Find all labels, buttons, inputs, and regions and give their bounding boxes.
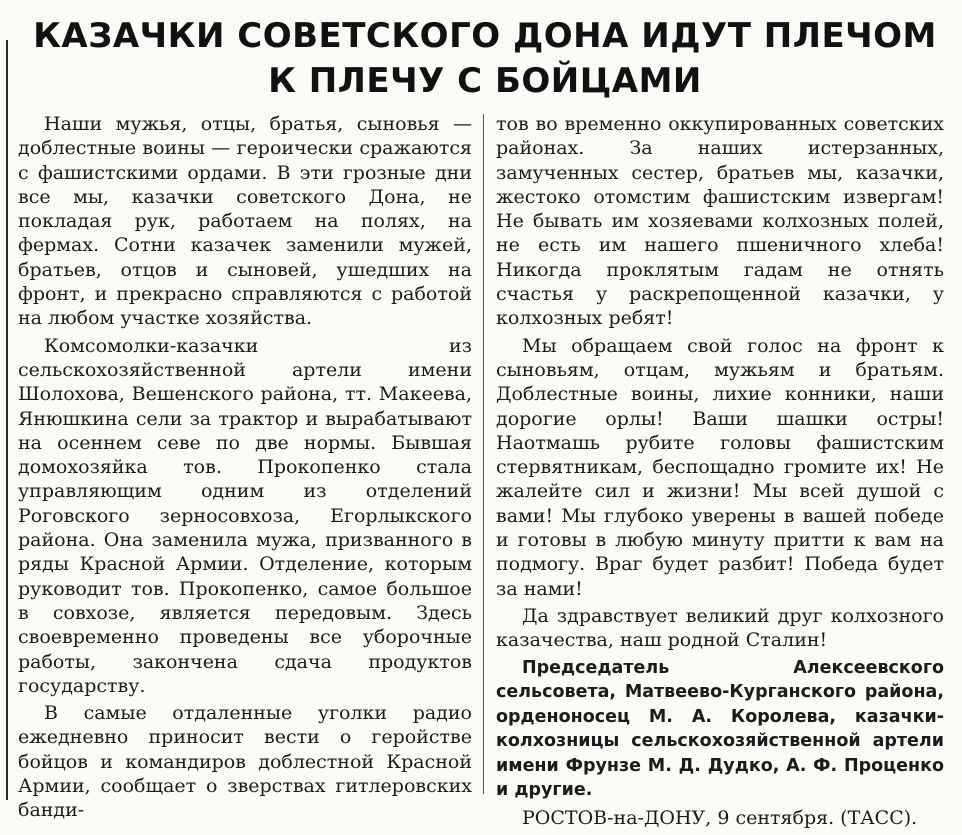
article-paragraph-continued: тов во временно оккупированных советских районах. За наших истерзанных, замученных сестер, братьев мы, казачки, жестоко отомстим фашистским извергам! Не бывать им хозяевами колхозных полей, не есть им нашего пшеничного хлеба! Никогда проклятым гадам не отнять счастья у раскрепощенной казачки, у колхозных ребят! [496,113,944,330]
article-column-right [496,112,944,833]
article-paragraph-2: Комсомолки-казачки из сельскохозяйственной артели имени Шолохова, Вешенского района, тт. Макеева, Янюшкина сели за трактор и вырабатывают на осеннем севе по две нормы. Бывшая домохозяйка тов. Прокопенко стала управляющим одним из отделений Роговского зерносовхоза, Егорлыкского района. Она заменила мужа, призванного в ряды Красной Армии. Отделение, которым руководит тов. Прокопенко, самое большое в совхозе, является передовым. Здесь своевременно проведены все уборочные работы, закончена сдача продуктов государству. [18,334,472,697]
article-headline [30,14,940,104]
headline-line-1: КАЗАЧКИ СОВЕТСКОГО ДОНА ИДУТ ПЛЕЧОМ [33,16,937,56]
article-paragraph-1: Наши мужья, отцы, братья, сыновья — доблестные воины — героически сражаются с фашистскими ордами. В эти грозные дни все мы, казачки советского Дона, не покладая рук, работаем на полях, на фермах. Сотни казачек заменили мужей, братьев, отцов и сыновей, ушедших на фронт, и прекрасно справляются с работой на любом участке хозяйства. [18,113,472,330]
left-border-rule [6,40,8,800]
article-paragraph-3: В самые отдаленные уголки радио ежедневно приносит вести о геройстве бойцов и командиров доблестной Красной Армии, сообщает о зверствах гитлеровских банди- [18,702,472,822]
article-signature: Председатель Алексеевского сельсовета, Матвеево-Курганского района, орденоносец М. А. Королева, казачки-колхозницы сельскохозяйственной артели имени Фрунзе М. Д. Дудко, А. Ф. Проценко и другие. [496,657,944,801]
article-column-left [18,112,472,826]
headline-line-2: К ПЛЕЧУ С БОЙЦАМИ [268,61,702,101]
article-dateline: РОСТОВ-на-ДОНУ, 9 сентября. (ТАСС). [522,806,918,829]
article-paragraph-salute: Да здравствует великий друг колхозного казачества, наш родной Сталин! [496,604,944,652]
article-paragraph-appeal: Мы обращаем свой голос на фронт к сыновьям, отцам, мужьям и братьям. Доблестные воины, лихие конники, наши дорогие орлы! Ваши шашки остры! Наотмашь рубите головы фашистским стервятникам, беспощадно громите их! Не жалейте сил и жизни! Мы всей душой с вами! Мы глубоко уверены в вашей победе и готовы в любую минуту притти к вам на подмогу. Враг будет разбит! Победа будет за нами! [496,334,944,600]
column-divider [483,114,484,794]
